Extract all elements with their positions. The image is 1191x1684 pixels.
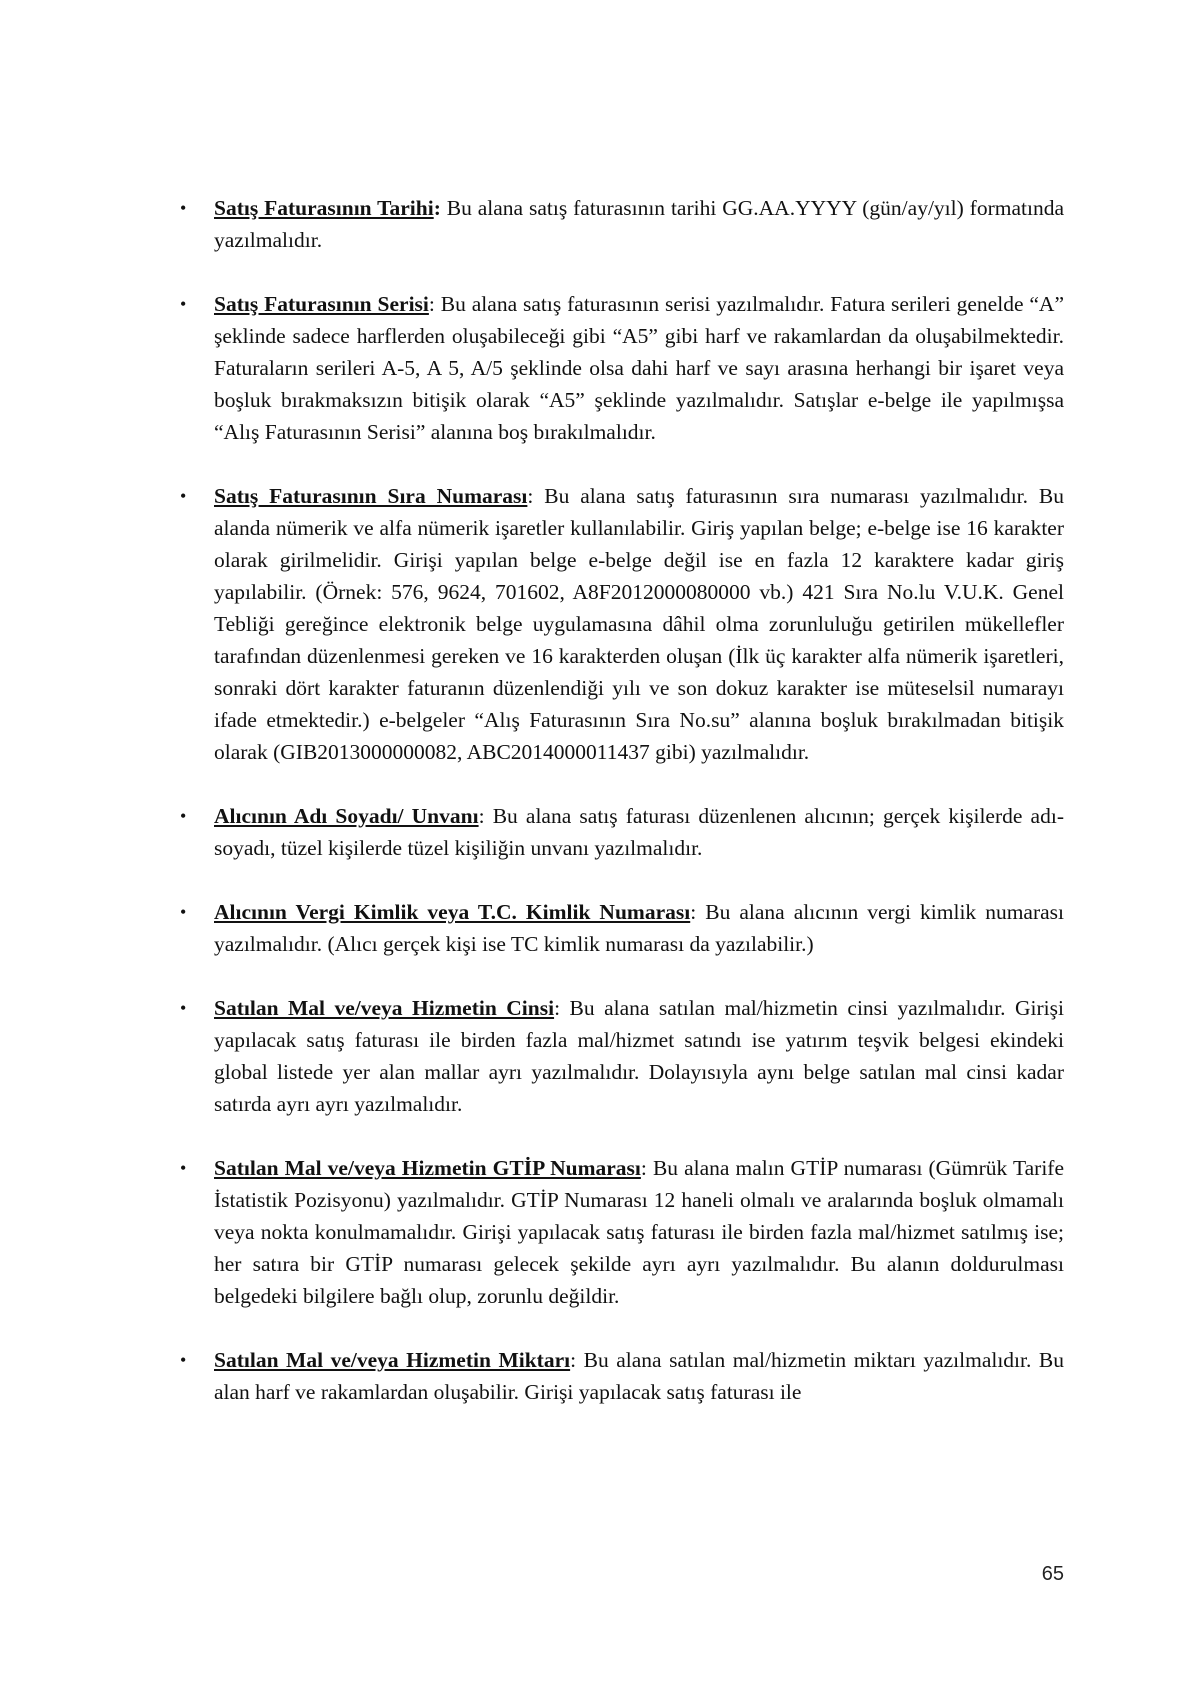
term-separator: : <box>640 1156 647 1180</box>
list-item-text <box>214 1152 1064 1312</box>
field-term: Satış Faturasının Serisi <box>214 292 429 316</box>
document-body <box>176 192 1064 1440</box>
term-separator: : <box>690 900 697 924</box>
field-term: Satılan Mal ve/veya Hizmetin Cinsi <box>214 996 555 1020</box>
list-item-invoice-series <box>176 288 1064 448</box>
field-term: Alıcının Adı Soyadı/ Unvanı <box>214 804 479 828</box>
bullet-icon: • <box>180 1158 187 1178</box>
term-separator: : <box>428 292 435 316</box>
list-item-text <box>214 480 1064 768</box>
bullet-icon: • <box>180 294 187 314</box>
bullet-icon: • <box>180 998 187 1018</box>
field-term: Satış Faturasının Sıra Numarası <box>214 484 528 508</box>
term-separator: : <box>478 804 485 828</box>
page-number: 65 <box>1041 1563 1064 1585</box>
field-term: Satılan Mal ve/veya Hizmetin Miktarı <box>214 1348 571 1372</box>
field-description: Bu alana satış faturasının serisi yazılmalıdır. Fatura serileri genelde “A” şeklinde sadece harflerden oluşabileceği gibi “A5” gibi harf ve rakamlardan da oluşabilmektedir. Faturaların serileri A-5, A 5, A/5 şeklinde olsa dahi harf ve sayı arasına herhangi bir işaret veya boşluk bırakmaksızın bitişik olarak “A5” şeklinde yazılmalıdır. Satışlar e-belge ile yapılmışsa “Alış Faturasının Serisi” alanına boş bırakılmalıdır. <box>214 292 1064 444</box>
bullet-icon: • <box>180 486 187 506</box>
list-item-text <box>214 896 1064 960</box>
list-item-invoice-date <box>176 192 1064 256</box>
field-term: Satış Faturasının Tarihi <box>214 196 434 220</box>
bullet-icon: • <box>180 902 187 922</box>
term-separator: : <box>554 996 561 1020</box>
list-item-buyer-name <box>176 800 1064 864</box>
list-item-goods-type <box>176 992 1064 1120</box>
term-separator: : <box>570 1348 577 1372</box>
field-description: Bu alana alıcının vergi kimlik numarası yazılmalıdır. (Alıcı gerçek kişi ise TC kimlik numarası da yazılabilir.) <box>214 900 1064 956</box>
list-item-gtip-number <box>176 1152 1064 1312</box>
field-description: Bu alana satılan mal/hizmetin cinsi yazılmalıdır. Girişi yapılacak satış faturası ile birden fazla mal/hizmet satındı ise yatırım teşvik belgesi ekindeki global listede yer alan mallar ayrı yazılmalıdır. Dolayısıyla aynı belge satılan mal cinsi kadar satırda ayrı ayrı yazılmalıdır. <box>214 996 1064 1116</box>
list-item-text <box>214 192 1064 256</box>
field-description: Bu alana satılan mal/hizmetin miktarı yazılmalıdır. Bu alan harf ve rakamlardan oluşabilir. Girişi yapılacak satış faturası ile <box>214 1348 1064 1404</box>
list-item-text <box>214 1344 1064 1408</box>
bullet-icon: • <box>180 198 187 218</box>
list-item-text <box>214 288 1064 448</box>
list-item-buyer-tax-id <box>176 896 1064 960</box>
list-item-text <box>214 800 1064 864</box>
list-item-text <box>214 992 1064 1120</box>
bullet-icon: • <box>180 1350 187 1370</box>
term-separator: : <box>433 196 441 220</box>
field-description: Bu alana malın GTİP numarası (Gümrük Tarife İstatistik Pozisyonu) yazılmalıdır. GTİP Numarası 12 haneli olmalı ve aralarında boşluk olmamalı veya nokta konulmamalıdır. Girişi yapılacak satış faturası ile birden fazla mal/hizmet satılmış ise; her satıra bir GTİP numarası gelecek şekilde ayrı ayrı yazılmalıdır. Bu alanın doldurulması belgedeki bilgilere bağlı olup, zorunlu değildir. <box>214 1156 1064 1308</box>
list-item-invoice-sequence-number <box>176 480 1064 768</box>
field-term: Satılan Mal ve/veya Hizmetin GTİP Numarası <box>214 1156 641 1180</box>
list-item-goods-quantity <box>176 1344 1064 1408</box>
field-description: Bu alana satış faturasının tarihi GG.AA.YYYY (gün/ay/yıl) formatında yazılmalıdır. <box>214 196 1065 252</box>
term-separator: : <box>527 484 534 508</box>
bullet-icon: • <box>180 806 187 826</box>
field-description: Bu alana satış faturası düzenlenen alıcının; gerçek kişilerde adı-soyadı, tüzel kişilerde tüzel kişiliğin unvanı yazılmalıdır. <box>214 804 1064 860</box>
field-term: Alıcının Vergi Kimlik veya T.C. Kimlik Numarası <box>214 900 691 924</box>
field-description: Bu alana satış faturasının sıra numarası yazılmalıdır. Bu alanda nümerik ve alfa nümerik işaretler kullanılabilir. Giriş yapılan belge; e-belge ise 16 karakter olarak girilmelidir. Girişi yapılan belge e-belge değil ise en fazla 12 karaktere kadar giriş yapılabilir. (Örnek: 576, 9624, 701602, A8F2012000080000 vb.) 421 Sıra No.lu V.U.K. Genel Tebliği gereğince elektronik belge uygulamasına dâhil olma zorunluluğu getirilen mükellefler tarafından düzenlenmesi gereken ve 16 karakterden oluşan (İlk üç karakter alfa nümerik işaretleri, sonraki dört karakter faturanın düzenlendiği yılı ve son dokuz karakter ise müteselsil numarayı ifade etmektedir.) e-belgeler “Alış Faturasının Sıra No.su” alanına boşluk bırakılmadan bitişik olarak (GIB2013000000082, ABC2014000011437 gibi) yazılmalıdır. <box>214 484 1064 764</box>
